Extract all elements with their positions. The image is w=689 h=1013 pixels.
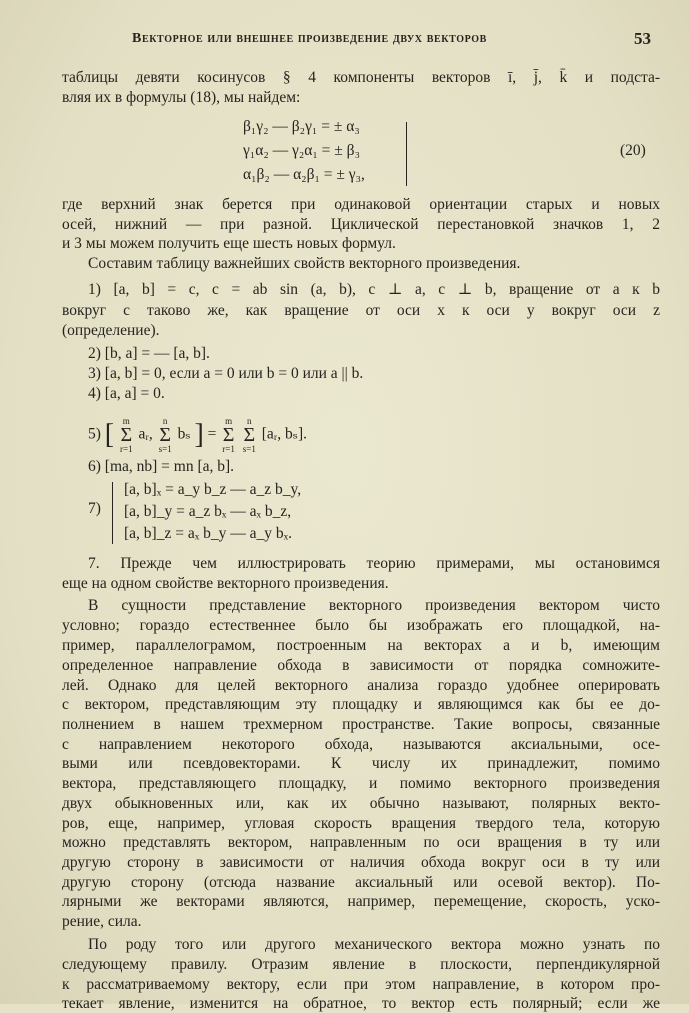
bracket: [ [104,419,115,450]
text-line: пример, параллелограмом, построенным на векторах a и b, имеющим [62,637,660,654]
text-line: и 3 мы можем получить еще шесть новых формул. [62,235,396,252]
text-line: лей. Однако для целей векторного анализа гораздо удобнее оперировать [62,677,660,694]
text-line: с направлением некоторого обхода, называются аксиальными, осе- [62,736,660,753]
upper-limit: m [122,416,130,426]
text-line: двух обыкновенных или, как их обычно называют, полярных векто- [62,795,660,812]
lower-limit: s=1 [158,444,172,454]
property-1: 1) [a, b] = c, c = ab sin (a, b), c ⊥ a, c ⊥ b, вращение от a к b [88,281,660,298]
term: [aᵣ, bₛ]. [261,425,308,443]
sum-symbol [159,416,172,454]
right-brace [400,122,407,186]
text-line: вокруг c таково же, как вращение от оси x к оси y вокруг оси z [62,302,660,319]
term: aᵣ, [138,425,153,443]
sigma: Σ [222,424,235,446]
sigma: Σ [120,424,133,446]
text-line: В сущности представление векторного произведения вектором чисто [88,597,660,614]
equals: = [207,425,217,443]
text-line: таблицы девяти косинусов § 4 компоненты векторов ī, j̄, k̄ и подста- [62,69,660,86]
sigma: Σ [159,424,171,446]
text-line: следующему правилу. Отразим явление в плоскости, перпендикулярной [62,956,660,973]
equation-row: γ₁α₂ — γ₂α₁ = ± β₃ [243,142,360,159]
text-line: ров, еще, например, угловая скорость вращения твердого тела, которую [62,815,660,832]
property-label: 5) [88,425,101,443]
text-line: условно; гораздо естественнее было бы изображать его площадкой, на- [62,617,660,634]
text-line: лярными же векторами являются, например, перемещение, скорость, уско- [62,893,660,910]
text-line: другую сторону в зависимости от наличия обхода вокруг оси в ту или [62,854,660,871]
equation-row: [a, b]_z = aₓ b_y — a_y bₓ. [124,525,292,542]
sigma: Σ [243,424,256,446]
text-line: (определение). [62,322,160,339]
text-line: где верхний знак берется при одинаковой ориентации старых и новых [62,196,660,213]
left-brace [112,482,119,544]
upper-limit: m [225,416,233,426]
upper-limit: n [162,416,168,426]
sum-symbol [243,416,256,454]
term: bₛ [177,425,191,443]
text-line: еще на одном свойстве векторного произведения. [62,575,389,592]
property-5 [88,416,307,454]
text-line: вектора, представляющего площадку, и помимо векторного произведения [62,775,660,792]
page-number: 53 [634,29,651,48]
equation-row: α₁β₂ — α₂β₁ = ± γ₃, [243,166,365,183]
text-line: другую сторону (отсюда название аксиальный или осевой вектор). По- [62,874,660,891]
text-line: По роду того или другого механического вектора можно узнать по [88,936,660,953]
sum-symbol [222,416,235,454]
equation-label: (20) [620,142,646,159]
lower-limit: r=1 [222,444,235,454]
text-line: выми или псевдовекторами. К числу их принадлежит, помимо [62,755,660,772]
text-line: вляя их в формулы (18), мы найдем: [62,89,301,106]
property-label: 7) [88,500,101,517]
text-line: с вектором, представляющим эту площадку и являющимся как бы ее до- [62,696,660,713]
equation-row: [a, b]_y = a_z bₓ — aₓ b_z, [124,503,292,520]
text-line: осей, нижний — при разной. Циклической перестановкой значков 1, 2 [62,216,660,233]
property-4: 4) [a, a] = 0. [88,385,165,402]
lower-limit: s=1 [242,444,256,454]
property-2: 2) [b, a] = — [a, b]. [88,345,210,362]
equation-row: [a, b]ₓ = a_y b_z — a_z b_y, [124,481,302,498]
property-6: 6) [ma, nb] = mn [a, b]. [88,458,235,475]
text-line: рение, сила. [62,913,142,930]
text-line: 7. Прежде чем иллюстрировать теорию примерами, мы остановимся [88,555,660,572]
text-line: Составим таблицу важнейших свойств векторного произведения. [88,255,521,272]
text-line: можно представлять вектором, направленным по оси вращения в ту или [62,834,660,851]
equation-row: β₁γ₂ — β₂γ₁ = ± α₃ [243,118,360,135]
property-3: 3) [a, b] = 0, если a = 0 или b = 0 или a || b. [88,365,364,382]
text-line: определенное направление обхода в зависимости от порядка сомножите- [62,657,660,674]
bracket: ] [194,419,204,450]
lower-limit: r=1 [120,444,133,454]
text-line: к рассматриваемому вектору, если при этом направление, в котором про- [62,976,660,993]
sum-symbol [120,416,133,454]
upper-limit: n [247,416,252,426]
text-line: текает явление, изменится на обратное, то вектор есть полярный; если же [62,995,660,1012]
text-line: полнением в нашем трехмерном пространстве. Такие вопросы, связанные [62,716,660,733]
running-header: Векторное или внешнее произведение двух векторов [132,31,487,46]
